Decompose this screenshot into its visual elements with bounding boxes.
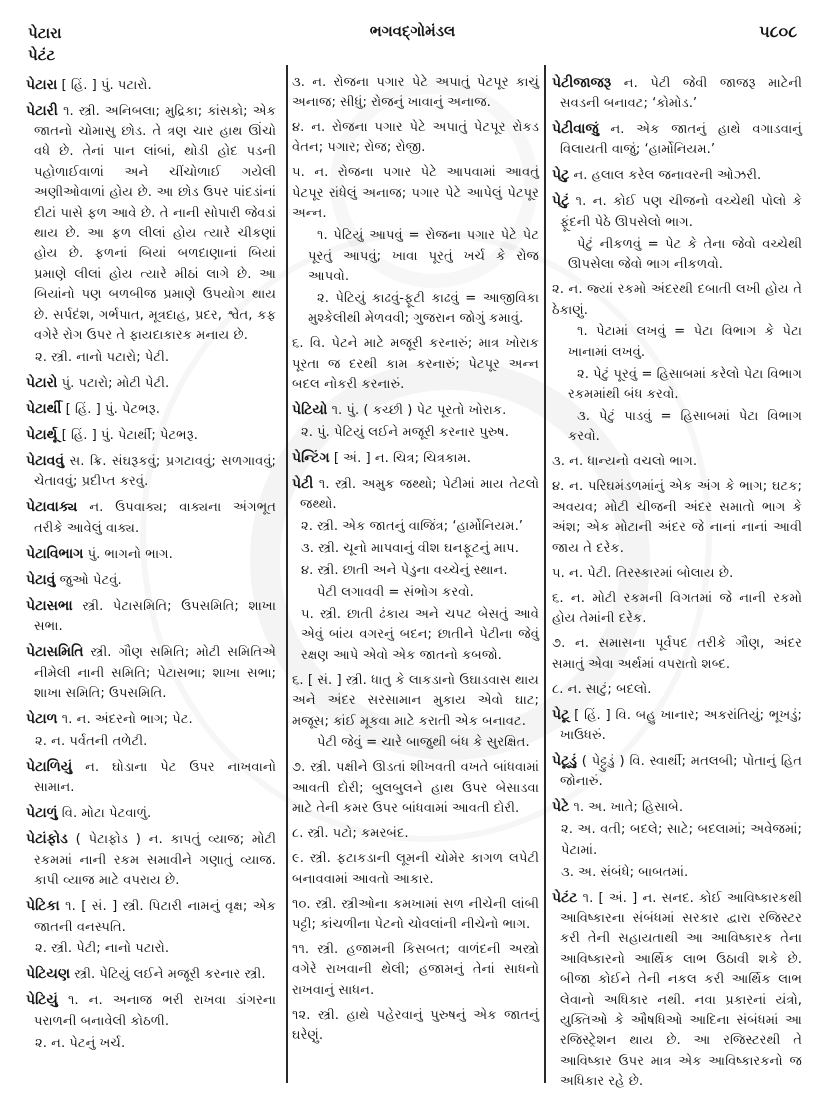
dictionary-entry xyxy=(552,797,802,818)
headword: પેટાસભા xyxy=(26,597,73,614)
guide-word-last: પેટંટ xyxy=(28,46,56,64)
dictionary-entry xyxy=(26,75,276,96)
column xyxy=(292,68,539,1047)
dictionary-entry xyxy=(26,990,276,1032)
headword: પેટે xyxy=(552,799,570,816)
dictionary-entry xyxy=(26,896,276,938)
definition-text: ૧. સ્ત્રી. અમુક જથ્થો; પેટીમાં માય તેટલો જથ્થો. xyxy=(300,476,539,513)
column-divider-left xyxy=(286,65,288,1083)
definition-text: [ હિં. ] પું. પેટાર્થી; પેટભરૂ. xyxy=(61,427,198,443)
column-divider-right xyxy=(544,65,546,1083)
sense-definition xyxy=(552,589,802,630)
definition-text: ૧. અ. ખાતે; હિસાબે. xyxy=(573,800,684,816)
sense-definition xyxy=(552,452,802,472)
idiom-usage xyxy=(292,289,539,330)
definition-text: ૬. વિ. પેટને માટે મજૂરી કરનારું; માત્ર ખોરાક પૂરતા જ દરથી કામ કરનારું; પેટપૂર અન્ન બદલ નોકરી કરનારું. xyxy=(292,336,539,393)
column xyxy=(26,70,276,1054)
definition-text: ૭. ન. સમાસના પૂર્વપદ તરીકે ગૌણ, અંદર સમાતું એવા અર્થમાં વપરાતો શબ્દ. xyxy=(552,636,802,672)
dictionary-entry xyxy=(26,709,276,730)
definition-text: પેટું નીકળવું = પેટ કે તેના જેવો વચ્ચેથી ઊપસેલા જેવો ભાગ નીકળવો. xyxy=(568,236,802,273)
dictionary-entry xyxy=(26,829,276,891)
definition-text: ૨. ન. પર્વતની તળેટી. xyxy=(35,733,148,749)
sense-definition xyxy=(26,348,276,368)
dictionary-entry xyxy=(292,474,539,516)
headword: પેટાવવું xyxy=(26,452,65,469)
headword: પેટાવિભાગ xyxy=(26,545,84,562)
definition-text: [ હિં. ] પું. પેટભરૂ. xyxy=(65,401,160,417)
definition-text: ૩. સ્ત્રી. ચૂનો માપવાનું વીશ ઘનફૂટનું માપ. xyxy=(301,541,519,557)
dictionary-entry xyxy=(26,757,276,799)
definition-text: ૯. સ્ત્રી. ફટાકડાની લૂમની ચોમેર કાગળ લપેટી બનાવવામાં આવતો આકાર. xyxy=(292,851,539,887)
sense-definition xyxy=(292,849,539,890)
dictionary-entry xyxy=(26,373,276,394)
dictionary-entry xyxy=(26,570,276,591)
headword: પેટૂડું xyxy=(552,752,577,769)
idiom-usage xyxy=(292,583,539,603)
definition-text: ૧. પેટિયું આપવું = રોજના પગાર પેટે પેટ પૂરતું આપવું; ખાવા પૂરતું ખર્ચ કે રોજ આપવો. xyxy=(308,228,539,284)
definition-text: ૪. ન. પરિઘમંડળમાંનું એક અંગ કે ભાગ; ઘટક; અવયવ; મોટી ચીજની અંદર સમાતો ભાગ કે અંશ; એક મોટાની અંદર જે નાનાં નાનાં આવી જાય તે દરેક. xyxy=(552,479,802,556)
definition-text: ( પેટ્ટુડું ) વિ. સ્વાર્થી; મતલબી; પોતાનું હિત જોનારું. xyxy=(560,753,802,790)
definition-text: ૭. સ્ત્રી. પક્ષીને ઊડતાં શીખવતી વખતે બાંધવામાં આવતી દોરી; બુલબુલને હાથ ઉપર બેસાડવા માટે તેની કમર ઉપર બાંધવામાં આવતી દોરી. xyxy=(292,760,539,817)
definition-text: ૩. ન. રોજના પગાર પેટે અપાતું પેટપૂર કાચું અનાજ; સીધું; રોજનું ખાવાનું અનાજ. xyxy=(292,74,539,110)
idiom-usage xyxy=(552,235,802,276)
dictionary-entry xyxy=(552,888,802,1093)
sense-definition xyxy=(552,863,802,883)
definition-text: સ. ક્રિ. સંઘરૂકવું; પ્રગટાવવું; સળગાવવું; ચેતાવવું; પ્રદીપ્ત કરવું. xyxy=(34,453,276,490)
headword: પેટાસમિતિ xyxy=(26,644,84,661)
dictionary-entry xyxy=(552,705,802,747)
definition-text: ૩. પેટું પાડવું = હિસાબમાં પેટા વિભાગ કરવો. xyxy=(568,409,802,445)
definition-text: ૧. ન. કોઈ પણ ચીજનો વચ્ચેથી પોલો કે ફૂંદની પેઠે ઊપસેલો ભાગ. xyxy=(560,194,802,230)
sense-definition xyxy=(552,634,802,675)
book-title: ભગવદ્ગોમંડલ xyxy=(369,22,456,40)
definition-text: સ્ત્રી. પેટાસમિતિ; ઉપસમિતિ; શાખા સભા. xyxy=(34,598,276,635)
headword: પેટાવાક્ય xyxy=(26,499,78,516)
headword: પેટાંફોડ xyxy=(26,831,68,848)
sense-definition xyxy=(292,334,539,395)
headword: પેટારો xyxy=(26,374,58,391)
definition-text: ૧. સ્ત્રી. અનિબલા; મુદ્રિકા; કાંસકો; એક જાતનો ચોમાસુ છોડ. તે ત્રણ ચાર હાથ ઊંચો વધે છે. તેનાં પાન લાંબાં, થોડી હોદ પડની પહોળાઈવાળાં અને ચીંચોળાઈ ગયેલી અણીઓવાળાં હોય છે. આ છોડ ઉપર પાંદડાંનાં દીટાં પાસે ફળ આવે છે. તે નાની સોપારી જેવડાં થાય છે. આ ફળ લીલાં હોય ત્યારે ચીકણાં હોય છે. ફળનાં બિયાં બળદાણાનાં બિયાં પ્રમાણે લીલાં હોય ત્યારે મીઠાં લાગે છે. આ બિયાંનો પણ બળબીજ પ્રમાણે ઉપયોગ થાય છે. સર્પદંશ, ગર્ભપાત, મૂત્રદાહ, પ્રદર, શ્વેત, કફ વગેરે રોગ ઉપર તે ફાયદાકારક મનાય છે. xyxy=(34,103,276,344)
dictionary-entry xyxy=(552,165,802,186)
guide-word-first: પેટારા xyxy=(28,24,62,42)
definition-text: [ અં. ] ન. ચિત્ર; ચિત્રકામ. xyxy=(333,450,471,466)
definition-text: [ હિં. ] પું. પટારો. xyxy=(61,77,152,93)
definition-text: ૩. અ. સંબંધે; બાબતમાં. xyxy=(561,864,689,880)
headword: પેટિકા xyxy=(26,898,60,915)
definition-text: ૪. ન. રોજના પગાર પેટે અપાતું પેટપૂર રોકડ વેતન; પગાર; રોજ; રોજી. xyxy=(292,120,539,156)
sense-definition xyxy=(292,517,539,537)
sense-definition xyxy=(552,280,802,321)
definition-text: ૧૨. સ્ત્રી. હાથે પહેરવાનું પુરુષનું એક જાતનું ઘરેણું. xyxy=(292,1007,539,1044)
definition-text: ૧. ન. અનાજ ભરી રાખવા ડાંગરના પરાળની બનાવેલી કોઠળી. xyxy=(34,993,276,1029)
sense-definition xyxy=(292,824,539,844)
definition-text: [ હિં. ] વિ. બહુ ખાનાર; અકરાંતિયું; ભૂખડું; ખાઉધરું. xyxy=(560,707,802,743)
definition-text: ન. એક જાતનું હાથે વગાડવાનું વિલાયતી વાજું; ‘હાર્મોનિયમ.’ xyxy=(560,122,802,158)
headword: પેટીવાજું xyxy=(552,121,599,137)
dictionary-entry xyxy=(552,191,802,233)
dictionary-entry xyxy=(26,425,276,446)
definition-text: ૬. ન. મોટી રકમની વિગતમાં જે નાની રકમો હોય તેમાંની દરેક. xyxy=(552,590,802,627)
headword: પેટાળું xyxy=(26,805,58,822)
definition-text: ૩. ન. ધાન્યનો વચલો ભાગ. xyxy=(552,454,698,470)
definition-text: ૧. [ અં. ] ન. સનદ. કોઈ આવિષ્કારકથી આવિષ્કારના સંબંધમાં સરકાર દ્વારા રજિસ્ટર કરી તેની સહાયતાથી આ આવિષ્કારક તેના આવિષ્કારનો આર્થિક લાભ ઉઠાવી શકે છે. બીજા કોઈને તેની નકલ કરી આર્થિક લાભ લેવાનો અધિકાર નથી. નવા પ્રકારનાં યંત્રો, યુક્તિઓ કે ઔષધિઓ આદિના સંબંધમાં આ રજિસ્ટ્રેશન થાય છે. આ રજિસ્ટરથી તે આવિષ્કાર ઉપર માત્ર એક આવિષ્કારકનો જ અધિકાર રહે છે. xyxy=(560,890,802,1090)
headword: પેટુ xyxy=(552,167,570,184)
definition-text: ૧. પું. ( કચ્છી ) પેટ પૂરતો ખોરાક. xyxy=(331,403,507,419)
page-number: ૫૮૦૮ xyxy=(759,22,797,41)
headword: પેટાર્થી xyxy=(26,400,62,417)
definition-text: ન. પેટી જેવી જાજરૂ માટેની સવડની બનાવટ; ‘કોમોડ.’ xyxy=(560,75,802,111)
definition-text: ૨. ન. જ્યાં રકમો અંદરથી દબાતી લખી હોય તે ઠેકાણું. xyxy=(552,282,802,318)
headword: પેટાળિયું xyxy=(26,758,73,775)
headword: પેટંટ xyxy=(552,889,578,906)
sense-definition xyxy=(292,1006,539,1047)
definition-text: ૮. સ્ત્રી. પટો; કમરબંદ. xyxy=(292,826,409,842)
definition-text: ૨. સ્ત્રી. પેટી; નાનો પટારો. xyxy=(35,941,170,957)
headword: પેટું xyxy=(552,193,570,210)
definition-text: ૧૧. સ્ત્રી. હજામની કિસબત; વાળંદની અસ્ત્રો વગેરે રાખવાની થેલી; હજામનું તેનાં સાધનો રાખવાનું સાધન. xyxy=(292,942,539,998)
headword: પેટૂ xyxy=(552,706,570,723)
dictionary-entry xyxy=(26,399,276,420)
definition-text: ન. ઉપવાક્ય; વાક્યના અંગભૂત તરીકે આવેલું વાક્ય. xyxy=(34,500,276,536)
definition-text: ( પેટાફોડ ) ન. કાપતું વ્યાજ; મોટી રકમમાં નાની રકમ સમાવીને ગણાતું વ્યાજ. કાપી વ્યાજ માટે વપરાય છે. xyxy=(34,832,276,889)
sense-definition xyxy=(292,940,539,1001)
definition-text: ૧. ન. અંદરનો ભાગ; પેટ. xyxy=(61,712,193,727)
definition-text: ૫. ન. પેટી. તિરસ્કારમાં બોલાય છે. xyxy=(552,565,734,581)
idiom-usage xyxy=(552,322,802,363)
definition-text: ન. ઘોડાના પેટ ઉપર નાખવાનો સામાન. xyxy=(34,759,276,796)
definition-text: ન. હલાલ કરેલ જનાવરની ઓઝરી. xyxy=(573,168,762,184)
headword: પેન્ટિંગ xyxy=(292,449,330,466)
sense-definition xyxy=(292,423,539,443)
sense-definition xyxy=(552,820,802,861)
dictionary-entry xyxy=(552,119,802,161)
definition-text: ૨. પું. પેટિયું લઈને મજૂરી કરનાર પુરુષ. xyxy=(301,424,509,440)
sense-definition xyxy=(292,73,539,114)
dictionary-entry xyxy=(292,448,539,469)
sense-definition xyxy=(292,118,539,159)
definition-text: જુઓ પેટવું. xyxy=(59,572,122,588)
definition-text: ૧. પેટામાં લખવું = પેટા વિભાગ કે પેટા ખાનામાં લખવું. xyxy=(568,324,802,360)
dictionary-entry xyxy=(26,101,276,347)
definition-text: ૧. [ સં. ] સ્ત્રી. પિટારી નામનું વૃક્ષ; એક જાતની વનસ્પતિ. xyxy=(34,899,276,935)
dictionary-entry xyxy=(26,451,276,493)
dictionary-entry xyxy=(26,596,276,638)
dictionary-entry xyxy=(292,400,539,421)
dictionary-entry xyxy=(26,642,276,704)
definition-text: પેટી લગાવવી = સંભોગ કરવો. xyxy=(317,585,474,600)
headword: પેટારા xyxy=(26,76,58,93)
idiom-usage xyxy=(292,733,539,753)
headword: પેટિયું xyxy=(26,992,58,1009)
sense-definition xyxy=(552,680,802,700)
dictionary-entry xyxy=(26,803,276,824)
sense-definition xyxy=(292,605,539,666)
headword: પેટી xyxy=(292,475,314,492)
headword: પેટાવું xyxy=(26,571,56,588)
definition-text: ૮. ન. સાટું; બદલો. xyxy=(552,681,652,697)
column xyxy=(552,68,802,1093)
dictionary-entry xyxy=(552,73,802,115)
headword: પેટીજાજરૂ xyxy=(552,74,612,91)
dictionary-entry xyxy=(26,964,276,985)
sense-definition xyxy=(292,671,539,732)
definition-text: ૬. [ સં. ] સ્ત્રી. ધાતુ કે લાકડાનો ઉઘાડવાસ થાય અને અંદર સરસામાન મુકાય એવો ઘાટ; મજૂસ; કાંઈ મૂકવા માટે કરાતી એક બનાવટ. xyxy=(292,672,539,729)
sense-definition xyxy=(292,539,539,559)
definition-text: ૧૦. સ્ત્રી. સ્ત્રીઓના કમખામાં સળ નીચેની લાંબી પટ્ટી; કાંચળીના પેટનો ચોવલાંની નીચેનો ભાગ. xyxy=(292,896,539,933)
sense-definition xyxy=(26,1034,276,1054)
definition-text: ૨. અ. વતી; બદલે; સાટે; બદલામાં; અવેજમાં; પેટામાં. xyxy=(561,822,802,858)
sense-definition xyxy=(292,163,539,224)
sense-definition xyxy=(292,758,539,819)
headword: પેટાર્થૂ xyxy=(26,426,58,443)
definition-text: સ્ત્રી. પેટિયું લઈને મજૂરી કરનાર સ્ત્રી. xyxy=(74,967,266,983)
sense-definition xyxy=(552,477,802,559)
dictionary-entry xyxy=(552,751,802,793)
dictionary-entry xyxy=(26,544,276,565)
sense-definition xyxy=(26,939,276,959)
definition-text: ૫. ન. રોજના પગાર પેટે આપવામાં આવતું પેટપૂર રાંધેલું અનાજ; પગાર પેટે આપેલું પેટપૂર અન્ન. xyxy=(292,165,539,222)
definition-text: ૪. સ્ત્રી. છાતી અને પેડુના વચ્ચેનું સ્થાન. xyxy=(301,563,508,579)
definition-text: ૨. સ્ત્રી. નાનો પટારો; પેટી. xyxy=(35,349,170,365)
sense-definition xyxy=(292,895,539,936)
headword: પેટિયણ xyxy=(26,966,71,983)
definition-text: વિ. મોટા પેટવાળું. xyxy=(61,806,152,822)
definition-text: ૨. પેટું પૂરવું = હિસાબમાં કરેલો પેટા વિભાગ રકમમાંથી બંધ કરવો. xyxy=(568,366,803,403)
definition-text: ૨. સ્ત્રી. એક જાતનું વાજિંત્ર; ‘હાર્મોનિયમ.’ xyxy=(301,519,523,535)
definition-text: પેટી જેવું = ચારે બાજુથી બંધ કે સુરક્ષિત. xyxy=(317,735,530,751)
idiom-usage xyxy=(552,365,802,406)
sense-definition xyxy=(292,561,539,581)
headword: પેટિયો xyxy=(292,402,328,419)
sense-definition xyxy=(552,564,802,584)
definition-text: ૨. પેટિયું કાઢવું-ફૂટી કાઢવું = આજીવિકા મુશ્કેલીથી મેળવવી; ગુજરાન જોગું કમાવું. xyxy=(308,290,539,327)
idiom-usage xyxy=(292,226,539,287)
definition-text: સ્ત્રી. ગૌણ સમિતિ; મોટી સમિતિએ નીમેલી નાની સમિતિ; પેટાસભા; શાખા સભા; શાખા સમિતિ; ઉપસમિતિ. xyxy=(34,645,276,701)
idiom-usage xyxy=(552,407,802,448)
definition-text: ૨. ન. પેટનું ખર્ચ. xyxy=(35,1035,126,1051)
dictionary-entry xyxy=(26,497,276,539)
definition-text: પું. પટારો; મોટી પેટી. xyxy=(61,375,170,391)
headword: પેટાળ xyxy=(26,711,58,727)
definition-text: પું. ભાગનો ભાગ. xyxy=(87,546,173,562)
definition-text: ૫. સ્ત્રી. છાતી ઢંકાય અને ચપટ બેસતું આવે એવું બાંય વગરનું બદન; છાતીને પેટીના જેવું રક્ષણ આપે એવો એક જાતનો કબજો. xyxy=(301,606,539,663)
headword: પેટારી xyxy=(26,102,58,119)
sense-definition xyxy=(26,732,276,752)
